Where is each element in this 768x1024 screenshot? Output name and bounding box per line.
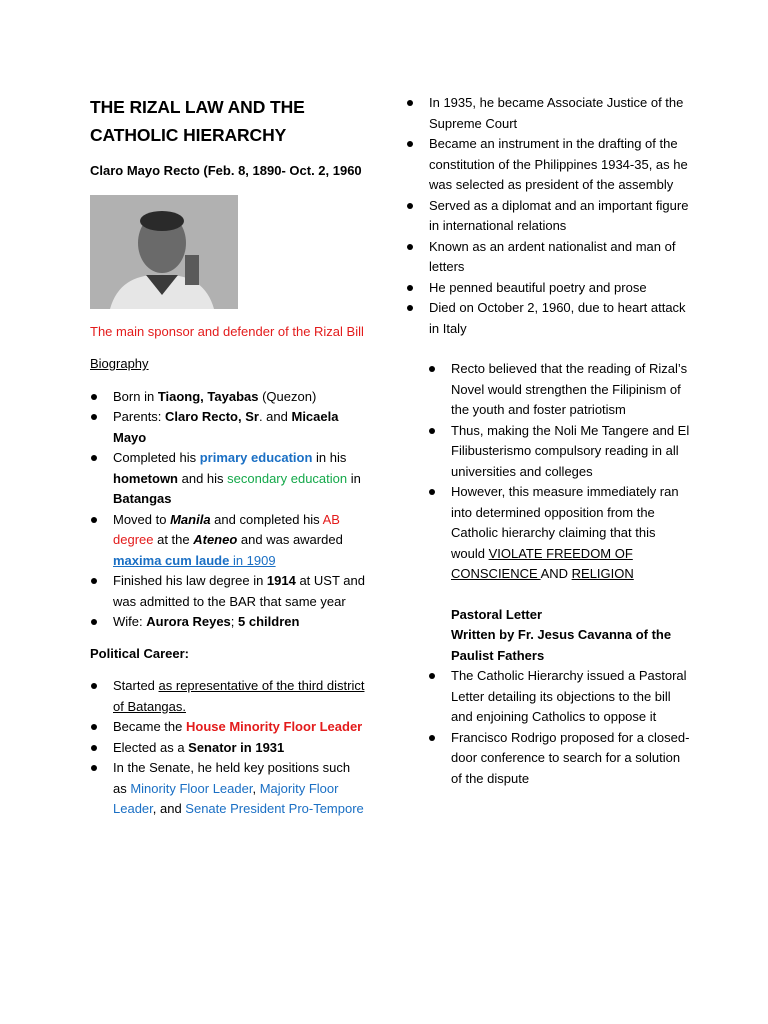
list-item: In 1935, he became Associate Justice of the Supreme Court xyxy=(406,93,690,134)
text: Finished his law degree in xyxy=(113,573,267,588)
list-item xyxy=(90,510,365,572)
pastoral-subheading: Written by Fr. Jesus Cavanna of the Paulist Fathers xyxy=(451,627,672,663)
list-item: Francisco Rodrigo proposed for a closed-door conference to search for a solution of the dispute xyxy=(428,728,690,790)
text: ; xyxy=(230,614,239,629)
list-item xyxy=(90,387,365,408)
list-item xyxy=(90,571,365,612)
text: Wife: xyxy=(113,614,147,629)
list-item xyxy=(90,407,365,448)
page-title xyxy=(90,93,365,149)
text: RELIGION xyxy=(571,566,634,581)
spacer xyxy=(400,585,690,605)
text: Senate President Pro-Tempore xyxy=(185,801,364,816)
text: Batangas xyxy=(113,491,172,506)
list-item: Became an instrument in the drafting of the constitution of the Philippines 1934-35, as he was selected as president of the assembly xyxy=(406,134,690,196)
political-heading: Political Career: xyxy=(90,645,189,661)
text: in his xyxy=(312,450,347,465)
list-item: Recto believed that the reading of Rizal’s Novel would strengthen the Filipinism of the youth and foster patriotism xyxy=(428,359,690,421)
text: 5 children xyxy=(238,614,300,629)
text: (Quezon) xyxy=(258,388,317,404)
text: Completed his xyxy=(113,450,200,465)
list-item: The Catholic Hierarchy issued a Pastoral Letter detailing its objections to the bill and enjoining Catholics to oppose it xyxy=(428,666,690,728)
text: Manila xyxy=(170,511,211,527)
pastoral-heading: Pastoral Letter xyxy=(451,606,543,622)
biography-heading: Biography xyxy=(90,356,149,371)
text: primary education xyxy=(199,450,313,465)
list-item: Thus, making the Noli Me Tangere and El Filibusterismo compulsory reading in all universities and colleges xyxy=(428,421,690,483)
text: AND xyxy=(540,566,572,581)
text: maxima cum laude xyxy=(113,552,230,568)
list-item: Died on October 2, 1960, due to heart attack in Italy xyxy=(406,298,690,339)
text: Majority Floor Leader xyxy=(113,780,339,816)
political-list xyxy=(90,676,365,820)
text: and completed his xyxy=(210,511,323,527)
text: VIOLATE FREEDOM OF CONSCIENCE xyxy=(451,545,633,581)
text: and was awarded xyxy=(237,532,343,547)
text: Born in xyxy=(113,388,158,404)
text: in xyxy=(347,470,361,486)
text: 1914 xyxy=(266,573,296,588)
title-line-1: THE RIZAL LAW AND THE xyxy=(90,97,305,117)
career-list xyxy=(400,93,690,339)
list-item xyxy=(90,612,365,633)
rizal-law-list xyxy=(428,359,690,585)
text: , and xyxy=(152,801,186,816)
text: Senator in 1931 xyxy=(188,739,285,755)
right-column xyxy=(400,0,690,789)
list-item: He penned beautiful poetry and prose xyxy=(406,278,690,299)
biography-list xyxy=(90,387,365,633)
list-item xyxy=(90,738,365,759)
text: in 1909 xyxy=(229,552,276,568)
text: at UST and was admitted to the BAR that same year xyxy=(113,573,365,609)
pastoral-list xyxy=(428,666,690,789)
list-item: Known as an ardent nationalist and man of letters xyxy=(406,237,690,278)
list-item: Served as a diplomat and an important figure in international relations xyxy=(406,196,690,237)
text: as representative of the third district of Batangas. xyxy=(113,678,365,714)
text: Became the xyxy=(113,719,186,734)
text: Claro Recto, Sr xyxy=(165,409,259,424)
subtitle: Claro Mayo Recto (Feb. 8, 1890- Oct. 2, 1960 xyxy=(90,163,362,178)
portrait-photo xyxy=(90,195,238,309)
title-line-2: CATHOLIC HIERARCHY xyxy=(90,125,287,145)
text: Elected as a xyxy=(113,739,189,755)
left-column xyxy=(90,0,365,820)
text: However, this measure immediately ran into determined opposition from the Catholic hierarchy claiming that this would xyxy=(451,484,679,561)
list-item xyxy=(90,717,365,738)
text: Parents: xyxy=(113,409,166,424)
text: Aurora Reyes xyxy=(146,614,231,629)
list-item xyxy=(90,448,365,510)
sponsor-note: The main sponsor and defender of the Rizal Bill xyxy=(90,323,364,339)
text: Minority Floor Leader xyxy=(130,780,253,796)
list-item xyxy=(90,676,365,717)
spacer xyxy=(400,339,690,359)
text: , xyxy=(252,780,260,796)
text: at the xyxy=(153,532,194,547)
text: Started xyxy=(113,678,159,693)
text: secondary education xyxy=(227,470,348,486)
text: Tiaong, Tayabas xyxy=(157,388,259,404)
list-item xyxy=(90,758,365,820)
text: In the Senate, he held key positions such as xyxy=(113,760,351,796)
text: and his xyxy=(178,470,228,486)
text: AB degree xyxy=(113,511,340,547)
text: Moved to xyxy=(113,511,171,527)
text: Micaela Mayo xyxy=(113,409,339,445)
text: Ateneo xyxy=(193,532,238,547)
text: . and xyxy=(258,409,292,424)
list-item xyxy=(428,482,690,585)
text: House Minority Floor Leader xyxy=(186,719,363,734)
text: hometown xyxy=(113,470,178,486)
